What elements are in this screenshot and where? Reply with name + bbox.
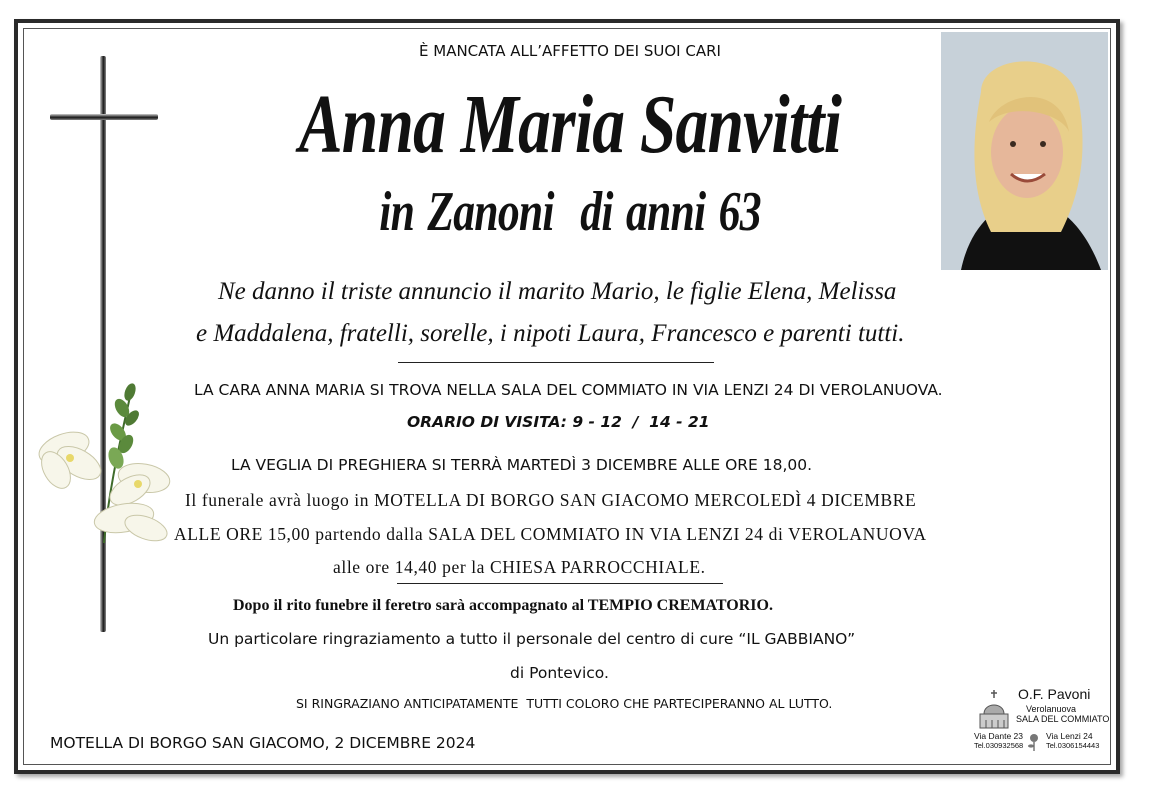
divider-line bbox=[398, 362, 714, 363]
thanks-line-1: Un particolare ringraziamento a tutto il personale del centro di cure “IL GABBIANO” bbox=[208, 630, 856, 648]
agency-phone-1: Tel.030932568 bbox=[974, 741, 1024, 750]
funeral-line-3: alle ore 14,40 per la CHIESA PARROCCHIALE. bbox=[333, 557, 706, 577]
announcement-line-1: Ne danno il triste annuncio il marito Mario, le figlie Elena, Melissa bbox=[218, 278, 897, 305]
thanks-line-2: di Pontevico. bbox=[510, 664, 609, 682]
agency-logo bbox=[972, 686, 1110, 756]
funeral-line-2: ALLE ORE 15,00 partendo dalla SALA DEL COMMIATO IN VIA LENZI 24 di VEROLANUOVA bbox=[174, 524, 927, 544]
subname-wrapper bbox=[280, 182, 860, 242]
intro-text: È MANCATA ALL’AFFETTO DEI SUOI CARI bbox=[419, 42, 721, 60]
married-name: in Zanoni bbox=[379, 181, 554, 243]
name-wrapper bbox=[200, 80, 940, 170]
visiting-hours: ORARIO DI VISITA: 9 - 12 / 14 - 21 bbox=[407, 413, 710, 431]
age-text: di anni 63 bbox=[580, 181, 761, 243]
funeral-underline bbox=[397, 583, 723, 584]
flower-icon bbox=[34, 378, 174, 548]
agency-hall: SALA DEL COMMIATO bbox=[1016, 714, 1110, 724]
advance-thanks: SI RINGRAZIANO ANTICIPATAMENTE TUTTI COLORO CHE PARTECIPERANNO AL LUTTO. bbox=[296, 696, 833, 711]
deceased-photo bbox=[941, 32, 1108, 270]
agency-town: Verolanuova bbox=[1026, 704, 1077, 714]
flower-logo-icon bbox=[1026, 732, 1042, 752]
announcement-line-2: e Maddalena, fratelli, sorelle, i nipoti Laura, Francesco e parenti tutti. bbox=[196, 320, 905, 347]
agency-address-1: Via Dante 23 bbox=[974, 731, 1023, 741]
cross-horizontal-bar bbox=[50, 114, 158, 120]
funeral-line-1: Il funerale avrà luogo in MOTELLA DI BORGO SAN GIACOMO MERCOLEDÌ 4 DICEMBRE bbox=[185, 490, 917, 510]
vigil-text: LA VEGLIA DI PREGHIERA SI TERRÀ MARTEDÌ 3 DICEMBRE ALLE ORE 18,00. bbox=[231, 456, 813, 474]
agency-phone-2: Tel.0306154443 bbox=[1046, 741, 1100, 750]
agency-name: O.F. Pavoni bbox=[1018, 686, 1091, 702]
agency-address-2: Via Lenzi 24 bbox=[1046, 731, 1093, 741]
church-icon bbox=[976, 688, 1012, 732]
deceased-name: Anna Maria Sanvitti bbox=[298, 78, 842, 171]
cremation-text: Dopo il rito funebre il feretro sarà accompagnato al TEMPIO CREMATORIO. bbox=[233, 597, 773, 614]
location-text: LA CARA ANNA MARIA SI TROVA NELLA SALA DEL COMMIATO IN VIA LENZI 24 DI VEROLANUOVA. bbox=[194, 381, 943, 399]
place-date: MOTELLA DI BORGO SAN GIACOMO, 2 DICEMBRE 2024 bbox=[50, 734, 476, 752]
